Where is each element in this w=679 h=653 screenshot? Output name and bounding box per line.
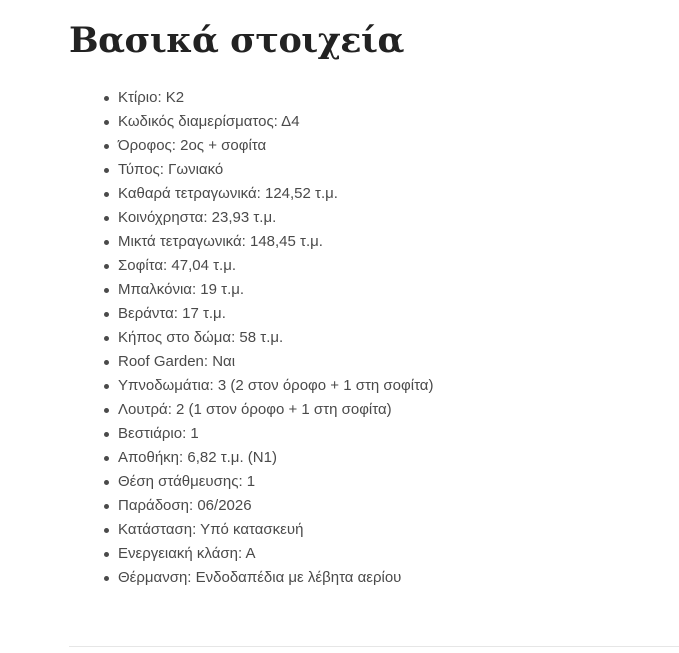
feature-attic: Σοφίτα: 47,04 τ.μ. — [118, 254, 433, 278]
feature-common-area: Κοινόχρηστα: 23,93 τ.μ. — [118, 206, 433, 230]
feature-type: Τύπος: Γωνιακό — [118, 158, 433, 182]
section-divider — [69, 646, 679, 647]
feature-veranda: Βεράντα: 17 τ.μ. — [118, 302, 433, 326]
feature-walk-in-closet: Βεστιάριο: 1 — [118, 422, 433, 446]
feature-apartment-code: Κωδικός διαμερίσματος: Δ4 — [118, 110, 433, 134]
feature-gross-area: Μικτά τετραγωνικά: 148,45 τ.μ. — [118, 230, 433, 254]
feature-floor: Όροφος: 2ος + σοφίτα — [118, 134, 433, 158]
features-list — [118, 86, 433, 590]
feature-bathrooms: Λουτρά: 2 (1 στον όροφο + 1 στη σοφίτα) — [118, 398, 433, 422]
feature-bedrooms: Υπνοδωμάτια: 3 (2 στον όροφο + 1 στη σοφίτα) — [118, 374, 433, 398]
feature-delivery: Παράδοση: 06/2026 — [118, 494, 433, 518]
feature-building: Κτίριο: Κ2 — [118, 86, 433, 110]
feature-roof-garden-area: Κήπος στο δώμα: 58 τ.μ. — [118, 326, 433, 350]
feature-net-area: Καθαρά τετραγωνικά: 124,52 τ.μ. — [118, 182, 433, 206]
feature-balconies: Μπαλκόνια: 19 τ.μ. — [118, 278, 433, 302]
feature-heating: Θέρμανση: Ενδοδαπέδια με λέβητα αερίου — [118, 566, 433, 590]
section-title: Βασικά στοιχεία — [69, 20, 404, 61]
feature-roof-garden: Roof Garden: Ναι — [118, 350, 433, 374]
feature-parking: Θέση στάθμευσης: 1 — [118, 470, 433, 494]
feature-status: Κατάσταση: Υπό κατασκευή — [118, 518, 433, 542]
feature-storage: Αποθήκη: 6,82 τ.μ. (Ν1) — [118, 446, 433, 470]
feature-energy-class: Ενεργειακή κλάση: Α — [118, 542, 433, 566]
